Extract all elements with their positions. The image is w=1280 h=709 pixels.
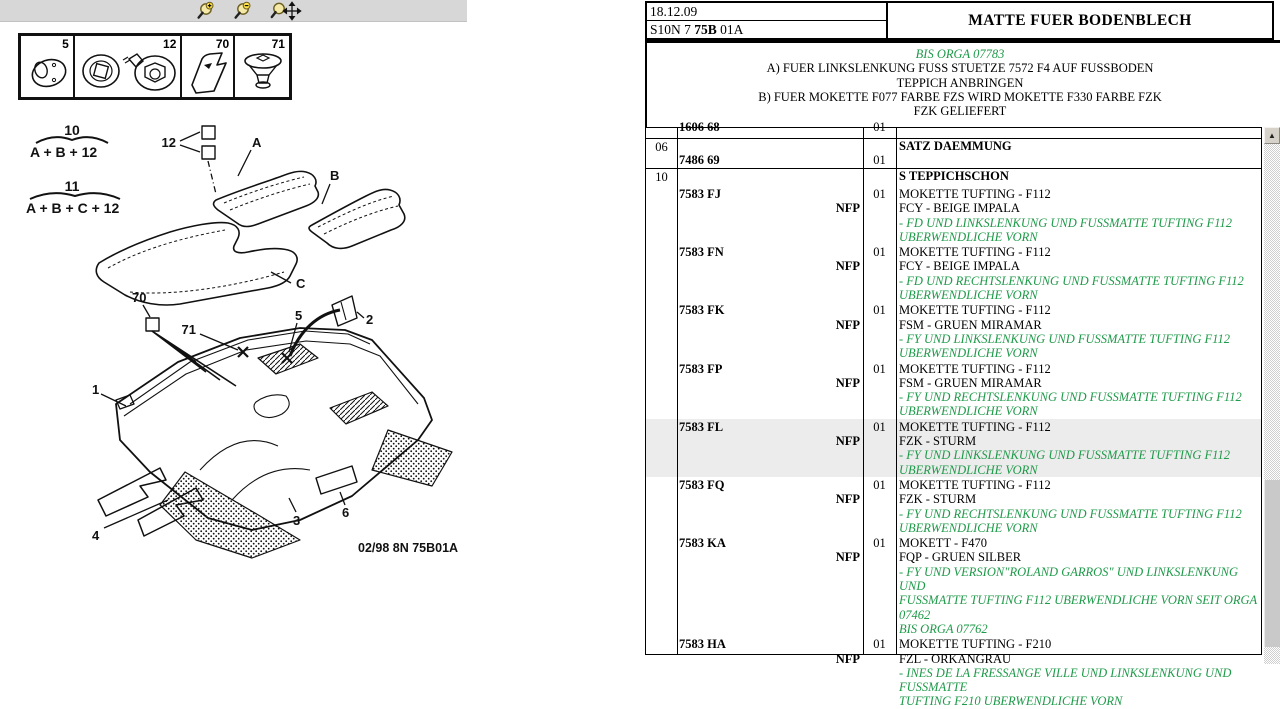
- description-line: FCY - BEIGE IMPALA: [899, 259, 1020, 274]
- green-note-line: - FD UND RECHTSLENKUNG UND FUSSMATTE TUFTING F112: [899, 273, 1244, 288]
- quantity: 01: [873, 303, 886, 318]
- note-line: A) FUER LINKSLENKUNG FUSS STUETZE 7572 F4 AUF FUSSBODEN: [766, 61, 1154, 76]
- part-description: [896, 362, 1261, 419]
- quantity: 01: [873, 637, 886, 652]
- green-note-line: UBERWENDLICHE VORN: [899, 462, 1038, 477]
- scrollbar-thumb[interactable]: [1264, 480, 1280, 647]
- quantity: 01: [873, 536, 886, 551]
- note-line: B) FUER MOKETTE F077 FARBE FZS WIRD MOKETTE F330 FARBE FZK: [758, 89, 1162, 104]
- part-description: [896, 303, 1261, 360]
- group-10-items: [646, 186, 1261, 709]
- description-line: MOKETTE TUFTING - F112: [899, 361, 1051, 376]
- formula-10-num: 10: [64, 122, 80, 138]
- legend-cell-12: [75, 36, 183, 97]
- part-description: [896, 478, 1261, 535]
- part-number: 7583 FJ: [679, 187, 722, 201]
- diagram-plate-ref: 02/98 8N 75B01A: [358, 541, 459, 555]
- callout-1: 1: [92, 382, 100, 397]
- description-line: MOKETTE TUFTING - F112: [899, 245, 1051, 260]
- quantity: 01: [873, 245, 886, 260]
- description-line: FZK - STURM: [899, 492, 977, 507]
- column-divider: [863, 128, 864, 654]
- part-number: 1606 68: [679, 120, 720, 134]
- table-group-10-header: [646, 169, 1261, 186]
- callout-b: B: [330, 168, 340, 183]
- callout-6: 6: [342, 505, 350, 520]
- zoom-in-icon: [196, 1, 220, 21]
- legend-cell-70: [182, 36, 235, 97]
- description-line: MOKETTE TUFTING - F112: [899, 187, 1051, 201]
- fastener-legend: [18, 33, 292, 100]
- formula-11-expr: A + B + C + 12: [26, 200, 120, 216]
- table-row-item[interactable]: [646, 419, 1261, 477]
- legend-cell-71: [235, 36, 289, 97]
- header-divider: [645, 40, 1280, 43]
- ref-number: 10: [655, 170, 668, 184]
- quantity: 01: [873, 477, 886, 492]
- callout-c: C: [296, 276, 306, 291]
- zoom-in-button[interactable]: [196, 1, 220, 21]
- table-row-item[interactable]: [646, 535, 1261, 636]
- plate-code-bold: 75B: [694, 22, 717, 37]
- nfp-flag: NFP: [835, 651, 860, 666]
- description-line: MOKETTE TUFTING - F112: [899, 303, 1051, 318]
- ref-number: 06: [655, 140, 668, 154]
- nfp-flag: NFP: [835, 434, 860, 449]
- green-note-line: FUSSMATTE TUFTING F112 UBERWENDLICHE VORN SEIT ORGA 07462: [899, 593, 1257, 622]
- description-line: FZL - ORKANGRAU: [899, 651, 1012, 666]
- header-plate-code: [647, 21, 886, 38]
- nfp-flag: NFP: [835, 259, 860, 274]
- zoom-out-icon: [233, 1, 257, 21]
- formula-10-expr: A + B + 12: [30, 144, 98, 160]
- green-note-line: UBERWENDLICHE VORN: [899, 288, 1038, 303]
- header-date: 18.12.09: [647, 3, 886, 21]
- callout-12: 12: [161, 135, 176, 150]
- revision-note: [647, 47, 1273, 118]
- legend-cell-5: [21, 36, 75, 97]
- nfp-flag: NFP: [835, 492, 860, 507]
- legend-label: 5: [62, 37, 69, 51]
- part-description: SATZ DAEMMUNG: [899, 139, 1012, 153]
- group-title: S TEPPICHSCHON: [899, 169, 1009, 183]
- nfp-flag: NFP: [835, 375, 860, 390]
- description-line: FZK - STURM: [899, 434, 977, 449]
- column-divider: [896, 128, 897, 654]
- nfp-flag: NFP: [835, 201, 860, 216]
- scroll-up-arrow-icon: ▲: [1268, 131, 1276, 140]
- part-number: 7583 HA: [679, 637, 726, 652]
- callout-2: 2: [366, 312, 374, 327]
- table-row-item[interactable]: [646, 636, 1261, 708]
- green-note-line: UBERWENDLICHE VORN: [899, 229, 1038, 244]
- green-note-line: - FD UND LINKSLENKUNG UND FUSSMATTE TUFTING F112: [899, 215, 1233, 230]
- quantity: 01: [873, 361, 886, 376]
- zoom-toolbar: [0, 0, 467, 22]
- part-number: 7583 FQ: [679, 477, 725, 492]
- callout-5: 5: [295, 308, 303, 323]
- callout-71: 71: [181, 322, 196, 337]
- green-note-line: BIS ORGA 07762: [899, 621, 988, 636]
- description-line: MOKETTE TUFTING - F112: [899, 419, 1051, 434]
- description-line: FSM - GRUEN MIRAMAR: [899, 317, 1042, 332]
- part-number: 7486 69: [679, 153, 720, 167]
- description-line: FSM - GRUEN MIRAMAR: [899, 375, 1042, 390]
- legend-label: 70: [215, 37, 230, 51]
- green-note-line: TUFTING F210 UBERWENDLICHE VORN: [899, 694, 1123, 709]
- description-line: MOKETTE TUFTING - F112: [899, 477, 1051, 492]
- description-line: FQP - GRUEN SILBER: [899, 550, 1022, 565]
- header-meta: [647, 3, 888, 38]
- green-note-line: - FY UND RECHTSLENKUNG UND FUSSMATTE TUFTING F112: [899, 506, 1242, 521]
- part-number: 7583 FP: [679, 361, 723, 376]
- callout-a: A: [252, 135, 262, 150]
- plug-icon: [235, 45, 290, 97]
- table-row-item[interactable]: [646, 186, 1261, 244]
- zoom-pan-icon: [270, 1, 302, 21]
- part-description: [896, 637, 1261, 708]
- green-note-line: - FY UND LINKSLENKUNG UND FUSSMATTE TUFTING F112: [899, 448, 1230, 463]
- quantity: 01: [873, 187, 886, 201]
- quantity: 01: [873, 153, 886, 167]
- formula-11-num: 11: [64, 178, 80, 194]
- part-description: [896, 187, 1261, 244]
- quantity: 01: [873, 419, 886, 434]
- table-row-item[interactable]: [646, 244, 1261, 302]
- clip-icon: [182, 45, 236, 97]
- table-row-item[interactable]: [646, 477, 1261, 535]
- table-row-clipped[interactable]: [646, 120, 1261, 139]
- vertical-scrollbar[interactable]: [1264, 127, 1280, 664]
- zoom-pan-button[interactable]: [270, 1, 302, 21]
- quantity: 01: [873, 120, 886, 134]
- description-line: MOKETTE TUFTING - F210: [899, 637, 1052, 652]
- plate-code-suffix: 01A: [716, 22, 744, 37]
- part-number: 7583 FL: [679, 419, 724, 434]
- table-row-item[interactable]: [646, 302, 1261, 360]
- part-description: [896, 536, 1261, 636]
- green-note-line: - FY UND LINKSLENKUNG UND FUSSMATTE TUFTING F112: [899, 331, 1230, 346]
- grommet-icon: [21, 47, 76, 97]
- green-note-line: - INES DE LA FRESSANGE VILLE UND LINKSLENKUNG UND FUSSMATTE: [899, 665, 1232, 695]
- green-note-line: UBERWENDLICHE VORN: [899, 404, 1038, 419]
- legend-label: 71: [271, 37, 285, 51]
- part-number: 7583 FK: [679, 303, 725, 318]
- table-row-item[interactable]: [646, 361, 1261, 419]
- parts-table: [645, 120, 1262, 709]
- note-line: FZK GELIEFERT: [913, 104, 1007, 119]
- description-line: MOKETT - F470: [899, 536, 987, 551]
- part-description: [896, 420, 1261, 477]
- table-row-06[interactable]: [646, 139, 1261, 169]
- nfp-flag: NFP: [835, 317, 860, 332]
- note-line: TEPPICH ANBRINGEN: [896, 75, 1024, 90]
- callout-70: 70: [132, 290, 147, 305]
- page-header: [645, 1, 1274, 40]
- description-line: FCY - BEIGE IMPALA: [899, 201, 1020, 216]
- green-note-line: - FY UND VERSION"ROLAND GARROS" UND LINKSLENKUNG UND: [899, 564, 1238, 594]
- green-note-line: UBERWENDLICHE VORN: [899, 520, 1038, 535]
- zoom-out-button[interactable]: [233, 1, 257, 21]
- green-note-line: - FY UND RECHTSLENKUNG UND FUSSMATTE TUFTING F112: [899, 390, 1242, 405]
- column-divider: [677, 128, 678, 654]
- legend-label: 12: [163, 37, 177, 51]
- plate-code-prefix: S10N 7: [650, 22, 695, 37]
- part-description: [896, 245, 1261, 302]
- parts-diagram: [0, 100, 645, 664]
- nfp-flag: NFP: [835, 550, 860, 565]
- page-title: MATTE FUER BODENBLECH: [968, 11, 1192, 29]
- green-note-line: UBERWENDLICHE VORN: [899, 346, 1038, 361]
- screw-washer-icon: [75, 45, 183, 97]
- callout-3: 3: [293, 513, 301, 528]
- note-orga-line: BIS ORGA 07783: [915, 47, 1005, 61]
- callout-4: 4: [92, 528, 100, 543]
- part-number: 7583 KA: [679, 536, 726, 551]
- part-number: 7583 FN: [679, 245, 724, 260]
- scroll-up-button[interactable]: [1264, 127, 1280, 144]
